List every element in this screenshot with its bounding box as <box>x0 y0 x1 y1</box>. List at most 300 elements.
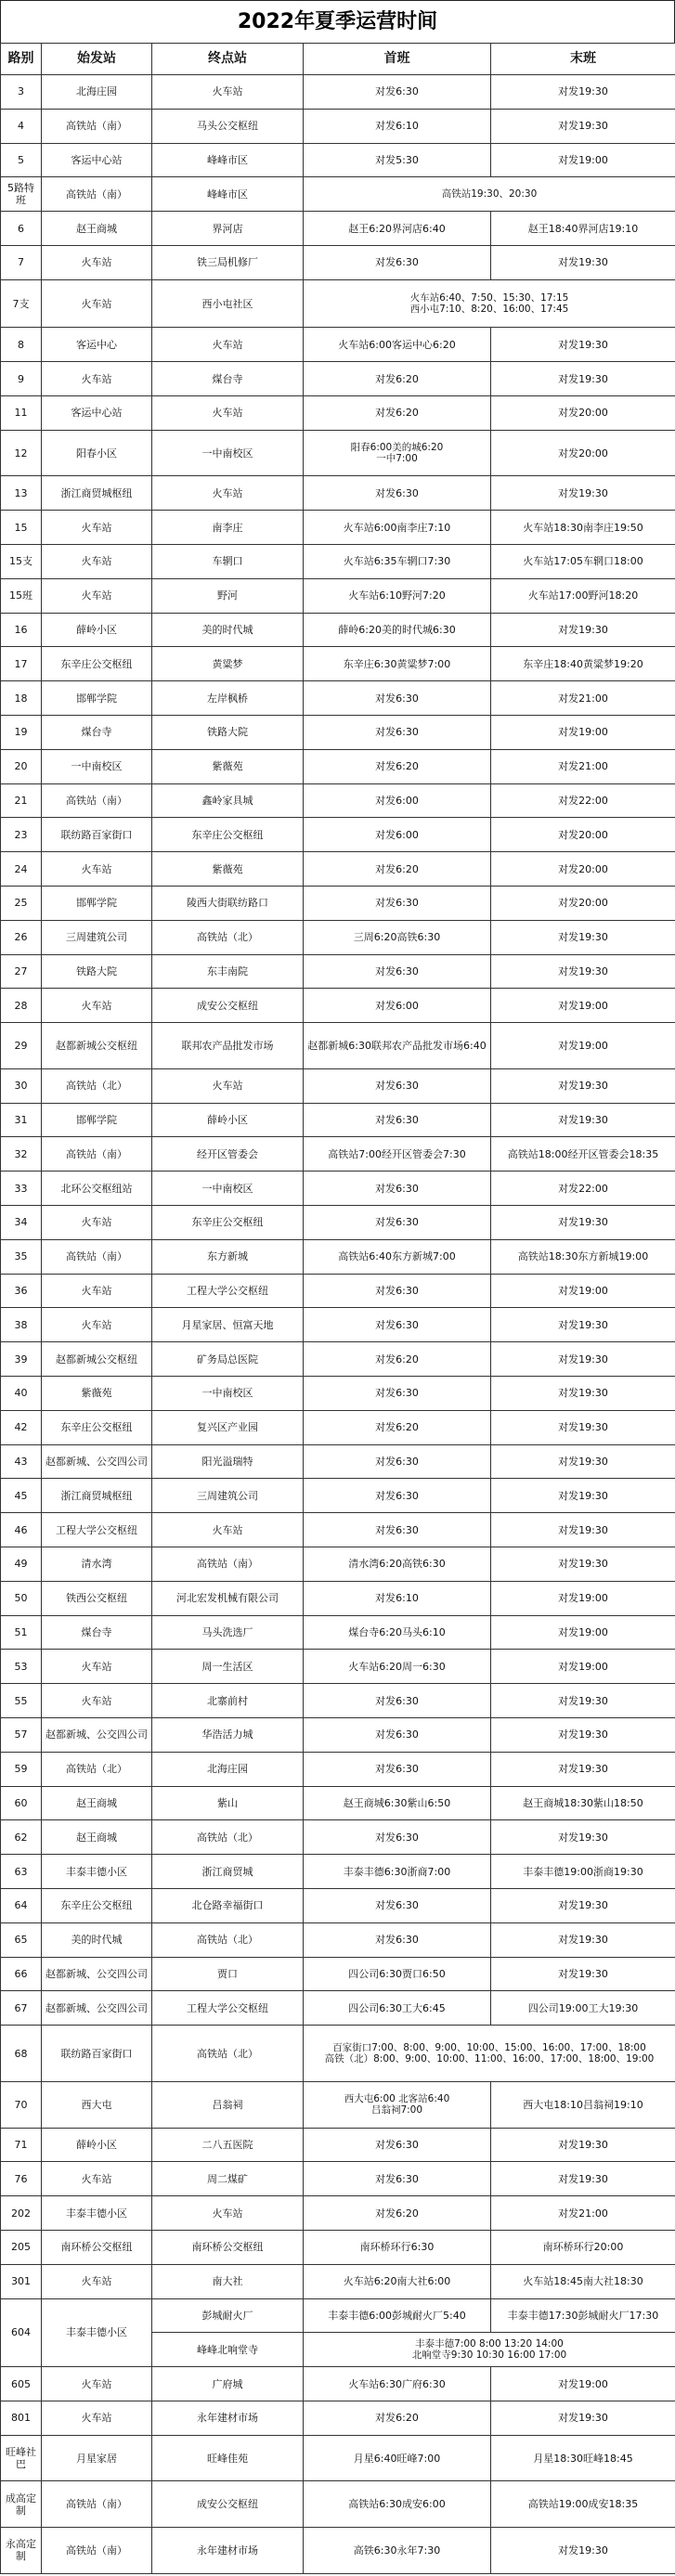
end-cell: 野河 <box>152 578 304 613</box>
start-cell: 清水湾 <box>42 1547 152 1581</box>
route-cell: 63 <box>1 1855 42 1889</box>
table-row <box>1 2026 675 2082</box>
first-bus-cell: 对发6:30 <box>304 2128 491 2162</box>
first-bus-cell: 对发6:30 <box>304 1444 491 1479</box>
start-cell: 煤台寺 <box>42 1615 152 1650</box>
route-cell: 5 <box>1 143 42 177</box>
last-bus-cell: 对发19:30 <box>491 1308 675 1342</box>
end-cell: 高铁站（北） <box>152 920 304 954</box>
last-bus-cell: 火车站17:00野河18:20 <box>491 578 675 613</box>
table-row <box>1 328 675 362</box>
table-row <box>1 362 675 396</box>
last-bus-cell: 对发19:30 <box>491 1888 675 1922</box>
last-bus-cell: 对发19:00 <box>491 2367 675 2401</box>
end-cell: 紫山 <box>152 1786 304 1820</box>
table-row <box>1 476 675 511</box>
last-bus-cell: 对发20:00 <box>491 430 675 476</box>
start-cell: 火车站 <box>42 1206 152 1240</box>
end-cell: 二八五医院 <box>152 2128 304 2162</box>
start-cell: 联纺路百家街口 <box>42 2026 152 2082</box>
start-cell: 赵王商城 <box>42 212 152 246</box>
route-cell: 19 <box>1 715 42 749</box>
route-cell: 15支 <box>1 544 42 578</box>
first-bus-cell: 对发6:20 <box>304 1342 491 1377</box>
first-bus-cell: 火车站6:30广府6:30 <box>304 2367 491 2401</box>
last-bus-cell: 对发19:00 <box>491 715 675 749</box>
first-bus-cell: 对发6:30 <box>304 1752 491 1786</box>
route-cell: 51 <box>1 1615 42 1650</box>
end-cell: 火车站 <box>152 2196 304 2231</box>
table-row <box>1 511 675 545</box>
table-row <box>1 75 675 110</box>
table-row <box>1 818 675 852</box>
start-cell: 浙江商贸城枢纽 <box>42 1479 152 1513</box>
table-row <box>1 279 675 328</box>
table-row <box>1 2435 675 2481</box>
route-cell: 8 <box>1 328 42 362</box>
table-row <box>1 1650 675 1684</box>
route-cell: 永高定制 <box>1 2528 42 2574</box>
route-cell: 17 <box>1 647 42 681</box>
end-cell: 南环桥公交枢纽 <box>152 2230 304 2264</box>
start-cell: 北海庄园 <box>42 75 152 110</box>
route-cell: 5路特班 <box>1 177 42 212</box>
last-bus-cell: 丰泰丰德19:00浙商19:30 <box>491 1855 675 1889</box>
route-cell: 40 <box>1 1377 42 1411</box>
start-cell: 火车站 <box>42 2401 152 2435</box>
first-bus-cell: 对发6:30 <box>304 1308 491 1342</box>
table-row <box>1 1888 675 1922</box>
last-bus-cell: 对发19:30 <box>491 920 675 954</box>
route-cell: 604 <box>1 2298 42 2367</box>
table-row <box>1 1752 675 1786</box>
table-row <box>1 2081 675 2128</box>
end-cell: 峰峰北响堂寺 <box>152 2333 304 2367</box>
first-bus-cell: 对发6:30 <box>304 1479 491 1513</box>
table-row <box>1 989 675 1023</box>
end-cell: 铁路大院 <box>152 715 304 749</box>
table-row <box>1 430 675 476</box>
page-title: 2022年夏季运营时间 <box>0 0 675 43</box>
route-cell: 20 <box>1 749 42 783</box>
last-bus-cell: 对发19:30 <box>491 1342 675 1377</box>
table-row <box>1 109 675 143</box>
last-bus-cell: 西大屯18:10吕翁祠19:10 <box>491 2081 675 2128</box>
first-bus-cell: 四公司6:30工大6:45 <box>304 1991 491 2026</box>
start-cell: 联纺路百家街口 <box>42 818 152 852</box>
start-cell: 火车站 <box>42 279 152 328</box>
route-cell: 67 <box>1 1991 42 2026</box>
end-cell: 峰峰市区 <box>152 143 304 177</box>
first-bus-cell: 火车站6:00南李庄7:10 <box>304 511 491 545</box>
first-bus-cell: 对发6:30 <box>304 476 491 511</box>
last-bus-cell: 对发19:30 <box>491 1752 675 1786</box>
first-bus-cell: 对发6:30 <box>304 715 491 749</box>
end-cell: 陵西大街联纺路口 <box>152 886 304 920</box>
first-bus-cell: 对发6:00 <box>304 989 491 1023</box>
table-row <box>1 1410 675 1444</box>
last-bus-cell: 对发19:30 <box>491 1377 675 1411</box>
start-cell: 紫薇苑 <box>42 1377 152 1411</box>
table-row <box>1 852 675 887</box>
end-cell: 经开区管委会 <box>152 1137 304 1171</box>
end-cell: 北仓路幸福街口 <box>152 1888 304 1922</box>
end-cell: 紫薇苑 <box>152 749 304 783</box>
last-bus-cell: 对发19:30 <box>491 2128 675 2162</box>
route-cell: 25 <box>1 886 42 920</box>
start-cell: 邯郸学院 <box>42 886 152 920</box>
table-row <box>1 1137 675 1171</box>
last-bus-cell: 对发19:30 <box>491 1684 675 1718</box>
end-cell: 鑫岭家具城 <box>152 783 304 818</box>
start-cell: 高铁站（南） <box>42 1137 152 1171</box>
first-bus-cell: 火车站6:20周一6:30 <box>304 1650 491 1684</box>
start-cell: 高铁站（北） <box>42 1068 152 1103</box>
start-cell: 月星家居 <box>42 2435 152 2481</box>
end-cell: 广府城 <box>152 2367 304 2401</box>
start-cell: 东辛庄公交枢纽 <box>42 647 152 681</box>
route-cell: 38 <box>1 1308 42 1342</box>
route-cell: 36 <box>1 1274 42 1308</box>
first-bus-cell: 对发6:20 <box>304 362 491 396</box>
route-cell: 21 <box>1 783 42 818</box>
start-cell: 薛岭小区 <box>42 613 152 647</box>
route-cell: 30 <box>1 1068 42 1103</box>
start-cell: 美的时代城 <box>42 1922 152 1957</box>
route-cell: 50 <box>1 1581 42 1615</box>
end-cell: 南李庄 <box>152 511 304 545</box>
start-cell: 火车站 <box>42 578 152 613</box>
last-bus-cell: 对发19:00 <box>491 1023 675 1069</box>
route-cell: 旺峰社巴 <box>1 2435 42 2481</box>
start-cell: 赵都新城公交枢纽 <box>42 1023 152 1069</box>
first-bus-cell: 对发6:30 <box>304 1513 491 1547</box>
start-cell: 火车站 <box>42 2162 152 2196</box>
start-cell: 高铁站（南） <box>42 109 152 143</box>
first-bus-cell: 对发6:30 <box>304 886 491 920</box>
last-bus-cell: 对发19:30 <box>491 362 675 396</box>
start-cell: 铁西公交枢纽 <box>42 1581 152 1615</box>
last-bus-cell: 赵王商城18:30紫山18:50 <box>491 1786 675 1820</box>
start-cell: 赵都新城、公交四公司 <box>42 1444 152 1479</box>
end-cell: 月星家居、恒富天地 <box>152 1308 304 1342</box>
first-bus-cell: 东辛庄6:30黄粱梦7:00 <box>304 647 491 681</box>
route-cell: 64 <box>1 1888 42 1922</box>
first-bus-cell: 高铁站7:00经开区管委会7:30 <box>304 1137 491 1171</box>
table-row <box>1 2528 675 2574</box>
route-cell: 34 <box>1 1206 42 1240</box>
last-bus-cell: 月星18:30旺峰18:45 <box>491 2435 675 2481</box>
end-cell: 成安公交枢纽 <box>152 2481 304 2528</box>
end-cell: 界河店 <box>152 212 304 246</box>
table-row <box>1 2196 675 2231</box>
first-bus-cell: 火车站6:20南大社6:00 <box>304 2264 491 2298</box>
end-cell: 旺峰佳苑 <box>152 2435 304 2481</box>
first-bus-cell: 对发6:20 <box>304 749 491 783</box>
end-cell: 周一生活区 <box>152 1650 304 1684</box>
first-bus-cell: 阳春6:00美的城6:20 一中7:00 <box>304 430 491 476</box>
table-row <box>1 395 675 430</box>
start-cell: 高铁站（南） <box>42 177 152 212</box>
start-cell: 东辛庄公交枢纽 <box>42 1888 152 1922</box>
table-row <box>1 143 675 177</box>
header-last: 末班 <box>491 44 675 75</box>
table-row <box>1 1023 675 1069</box>
first-bus-cell: 对发6:30 <box>304 1888 491 1922</box>
table-row <box>1 2298 675 2333</box>
end-cell: 黄粱梦 <box>152 647 304 681</box>
first-bus-cell: 对发6:30 <box>304 1068 491 1103</box>
start-cell: 火车站 <box>42 1650 152 1684</box>
table-row <box>1 1820 675 1855</box>
end-cell: 高铁站（北） <box>152 1820 304 1855</box>
first-bus-cell: 对发6:20 <box>304 852 491 887</box>
last-bus-cell: 对发19:30 <box>491 75 675 110</box>
start-cell: 北环公交枢纽站 <box>42 1171 152 1206</box>
first-bus-cell: 对发6:30 <box>304 1206 491 1240</box>
start-cell: 赵都新城、公交四公司 <box>42 1717 152 1752</box>
route-cell: 49 <box>1 1547 42 1581</box>
start-cell: 火车站 <box>42 852 152 887</box>
start-cell: 铁路大院 <box>42 954 152 989</box>
last-bus-cell: 对发19:30 <box>491 1479 675 1513</box>
table-row <box>1 1991 675 2026</box>
first-bus-cell: 对发6:00 <box>304 783 491 818</box>
end-cell: 左岸枫桥 <box>152 681 304 716</box>
end-cell: 美的时代城 <box>152 613 304 647</box>
end-cell: 工程大学公交枢纽 <box>152 1274 304 1308</box>
last-bus-cell: 对发19:30 <box>491 1444 675 1479</box>
last-bus-cell: 对发21:00 <box>491 681 675 716</box>
last-bus-cell: 对发22:00 <box>491 783 675 818</box>
route-cell: 301 <box>1 2264 42 2298</box>
end-cell: 一中南校区 <box>152 1171 304 1206</box>
start-cell: 火车站 <box>42 544 152 578</box>
route-cell: 成高定制 <box>1 2481 42 2528</box>
end-cell: 永年建材市场 <box>152 2528 304 2574</box>
table-row <box>1 2401 675 2435</box>
start-cell: 南环桥公交枢纽 <box>42 2230 152 2264</box>
last-bus-cell: 对发19:30 <box>491 1103 675 1137</box>
start-cell: 火车站 <box>42 1274 152 1308</box>
table-row <box>1 245 675 279</box>
route-cell: 605 <box>1 2367 42 2401</box>
merged-time-cell: 百家街口7:00、8:00、9:00、10:00、15:00、16:00、17:00、18:00 高铁（北）8:00、9:00、10:00、11:00、16:00、17:00、18:00、19:00 <box>304 2026 675 2082</box>
table-row <box>1 1377 675 1411</box>
end-cell: 火车站 <box>152 1513 304 1547</box>
last-bus-cell: 对发19:00 <box>491 143 675 177</box>
route-cell: 32 <box>1 1137 42 1171</box>
first-bus-cell: 清水湾6:20高铁6:30 <box>304 1547 491 1581</box>
route-cell: 27 <box>1 954 42 989</box>
route-cell: 11 <box>1 395 42 430</box>
last-bus-cell: 对发19:00 <box>491 1274 675 1308</box>
start-cell: 西大屯 <box>42 2081 152 2128</box>
first-bus-cell: 对发6:30 <box>304 681 491 716</box>
first-bus-cell: 高铁站6:30成安6:00 <box>304 2481 491 2528</box>
route-cell: 15班 <box>1 578 42 613</box>
last-bus-cell: 对发21:00 <box>491 2196 675 2231</box>
end-cell: 三周建筑公司 <box>152 1479 304 1513</box>
last-bus-cell: 对发19:30 <box>491 2401 675 2435</box>
end-cell: 吕翁祠 <box>152 2081 304 2128</box>
route-cell: 18 <box>1 681 42 716</box>
last-bus-cell: 四公司19:00工大19:30 <box>491 1991 675 2026</box>
last-bus-cell: 对发19:30 <box>491 1513 675 1547</box>
route-cell: 43 <box>1 1444 42 1479</box>
start-cell: 高铁站（南） <box>42 2528 152 2574</box>
table-row <box>1 783 675 818</box>
last-bus-cell: 对发21:00 <box>491 749 675 783</box>
last-bus-cell: 南环桥环行20:00 <box>491 2230 675 2264</box>
start-cell: 赵都新城公交枢纽 <box>42 1342 152 1377</box>
first-bus-cell: 对发6:20 <box>304 395 491 430</box>
header-route: 路别 <box>1 44 42 75</box>
last-bus-cell: 高铁站18:00经开区管委会18:35 <box>491 1137 675 1171</box>
first-bus-cell: 赵都新城6:30联邦农产品批发市场6:40 <box>304 1023 491 1069</box>
table-row <box>1 1274 675 1308</box>
last-bus-cell: 赵王18:40界河店19:10 <box>491 212 675 246</box>
route-cell: 39 <box>1 1342 42 1377</box>
first-bus-cell: 火车站6:35车辋口7:30 <box>304 544 491 578</box>
end-cell: 成安公交枢纽 <box>152 989 304 1023</box>
end-cell: 高铁站（南） <box>152 1547 304 1581</box>
end-cell: 高铁站（北） <box>152 2026 304 2082</box>
schedule-body <box>1 75 675 2574</box>
first-bus-cell: 对发6:20 <box>304 2196 491 2231</box>
first-bus-cell: 煤台寺6:20马头6:10 <box>304 1615 491 1650</box>
route-cell: 24 <box>1 852 42 887</box>
route-cell: 23 <box>1 818 42 852</box>
table-row <box>1 1444 675 1479</box>
start-cell: 浙江商贸城枢纽 <box>42 476 152 511</box>
start-cell: 邯郸学院 <box>42 681 152 716</box>
table-row <box>1 2481 675 2528</box>
end-cell: 贾口 <box>152 1957 304 1991</box>
route-cell: 35 <box>1 1239 42 1274</box>
route-cell: 59 <box>1 1752 42 1786</box>
table-row <box>1 578 675 613</box>
end-cell: 工程大学公交枢纽 <box>152 1991 304 2026</box>
start-cell: 东辛庄公交枢纽 <box>42 1410 152 1444</box>
merged-time-cell: 丰泰丰德7:00 8:00 13:20 14:00 北响堂寺9:30 10:30 16:00 17:00 <box>304 2333 675 2367</box>
end-cell: 火车站 <box>152 75 304 110</box>
start-cell: 煤台寺 <box>42 715 152 749</box>
start-cell: 丰泰丰德小区 <box>42 2196 152 2231</box>
table-row <box>1 1068 675 1103</box>
last-bus-cell: 对发19:30 <box>491 1206 675 1240</box>
start-cell: 工程大学公交枢纽 <box>42 1513 152 1547</box>
last-bus-cell: 对发19:30 <box>491 1922 675 1957</box>
start-cell: 阳春小区 <box>42 430 152 476</box>
end-cell: 火车站 <box>152 476 304 511</box>
end-cell: 火车站 <box>152 328 304 362</box>
last-bus-cell: 火车站18:45南大社18:30 <box>491 2264 675 2298</box>
header-row <box>1 44 675 75</box>
last-bus-cell: 对发20:00 <box>491 886 675 920</box>
route-cell: 46 <box>1 1513 42 1547</box>
route-cell: 13 <box>1 476 42 511</box>
start-cell: 丰泰丰德小区 <box>42 1855 152 1889</box>
end-cell: 铁三局机修厂 <box>152 245 304 279</box>
last-bus-cell: 东辛庄18:40黄粱梦19:20 <box>491 647 675 681</box>
table-row <box>1 2264 675 2298</box>
route-cell: 12 <box>1 430 42 476</box>
last-bus-cell: 对发19:30 <box>491 613 675 647</box>
start-cell: 火车站 <box>42 511 152 545</box>
table-row <box>1 2230 675 2264</box>
end-cell: 东辛庄公交枢纽 <box>152 1206 304 1240</box>
table-row <box>1 2128 675 2162</box>
table-row <box>1 749 675 783</box>
table-row <box>1 544 675 578</box>
first-bus-cell: 赵王6:20界河店6:40 <box>304 212 491 246</box>
route-cell: 9 <box>1 362 42 396</box>
first-bus-cell: 火车站6:10野河7:20 <box>304 578 491 613</box>
end-cell: 薛岭小区 <box>152 1103 304 1137</box>
header-first: 首班 <box>304 44 491 75</box>
last-bus-cell: 高铁站18:30东方新城19:00 <box>491 1239 675 1274</box>
first-bus-cell: 对发6:30 <box>304 75 491 110</box>
start-cell: 高铁站（南） <box>42 1239 152 1274</box>
start-cell: 客运中心 <box>42 328 152 362</box>
first-bus-cell: 对发5:30 <box>304 143 491 177</box>
start-cell: 客运中心站 <box>42 395 152 430</box>
end-cell: 东方新城 <box>152 1239 304 1274</box>
first-bus-cell: 对发6:30 <box>304 1274 491 1308</box>
first-bus-cell: 高铁6:30永年7:30 <box>304 2528 491 2574</box>
first-bus-cell: 西大屯6:00 北客站6:40 吕翁祠7:00 <box>304 2081 491 2128</box>
route-cell: 801 <box>1 2401 42 2435</box>
last-bus-cell: 对发20:00 <box>491 852 675 887</box>
start-cell: 三周建筑公司 <box>42 920 152 954</box>
route-cell: 55 <box>1 1684 42 1718</box>
end-cell: 火车站 <box>152 395 304 430</box>
route-cell: 16 <box>1 613 42 647</box>
route-cell: 3 <box>1 75 42 110</box>
table-row <box>1 1922 675 1957</box>
start-cell: 邯郸学院 <box>42 1103 152 1137</box>
table-row <box>1 2367 675 2401</box>
first-bus-cell: 对发6:30 <box>304 1820 491 1855</box>
last-bus-cell: 对发22:00 <box>491 1171 675 1206</box>
end-cell: 西小屯社区 <box>152 279 304 328</box>
end-cell: 河北宏发机械有限公司 <box>152 1581 304 1615</box>
start-cell: 一中南校区 <box>42 749 152 783</box>
last-bus-cell: 对发19:30 <box>491 1717 675 1752</box>
last-bus-cell: 对发19:30 <box>491 328 675 362</box>
first-bus-cell: 三周6:20高铁6:30 <box>304 920 491 954</box>
route-cell: 6 <box>1 212 42 246</box>
table-row <box>1 1171 675 1206</box>
first-bus-cell: 四公司6:30贾口6:50 <box>304 1957 491 1991</box>
end-cell: 高铁站（北） <box>152 1922 304 1957</box>
first-bus-cell: 薛岭6:20美的时代城6:30 <box>304 613 491 647</box>
table-row <box>1 1547 675 1581</box>
start-cell: 赵王商城 <box>42 1820 152 1855</box>
route-cell: 70 <box>1 2081 42 2128</box>
start-cell: 赵都新城、公交四公司 <box>42 1957 152 1991</box>
end-cell: 东丰南院 <box>152 954 304 989</box>
route-cell: 26 <box>1 920 42 954</box>
end-cell: 南大社 <box>152 2264 304 2298</box>
route-cell: 53 <box>1 1650 42 1684</box>
end-cell: 马头洗选厂 <box>152 1615 304 1650</box>
first-bus-cell: 对发6:30 <box>304 245 491 279</box>
table-row <box>1 1684 675 1718</box>
last-bus-cell: 对发19:30 <box>491 476 675 511</box>
first-bus-cell: 南环桥环行6:30 <box>304 2230 491 2264</box>
